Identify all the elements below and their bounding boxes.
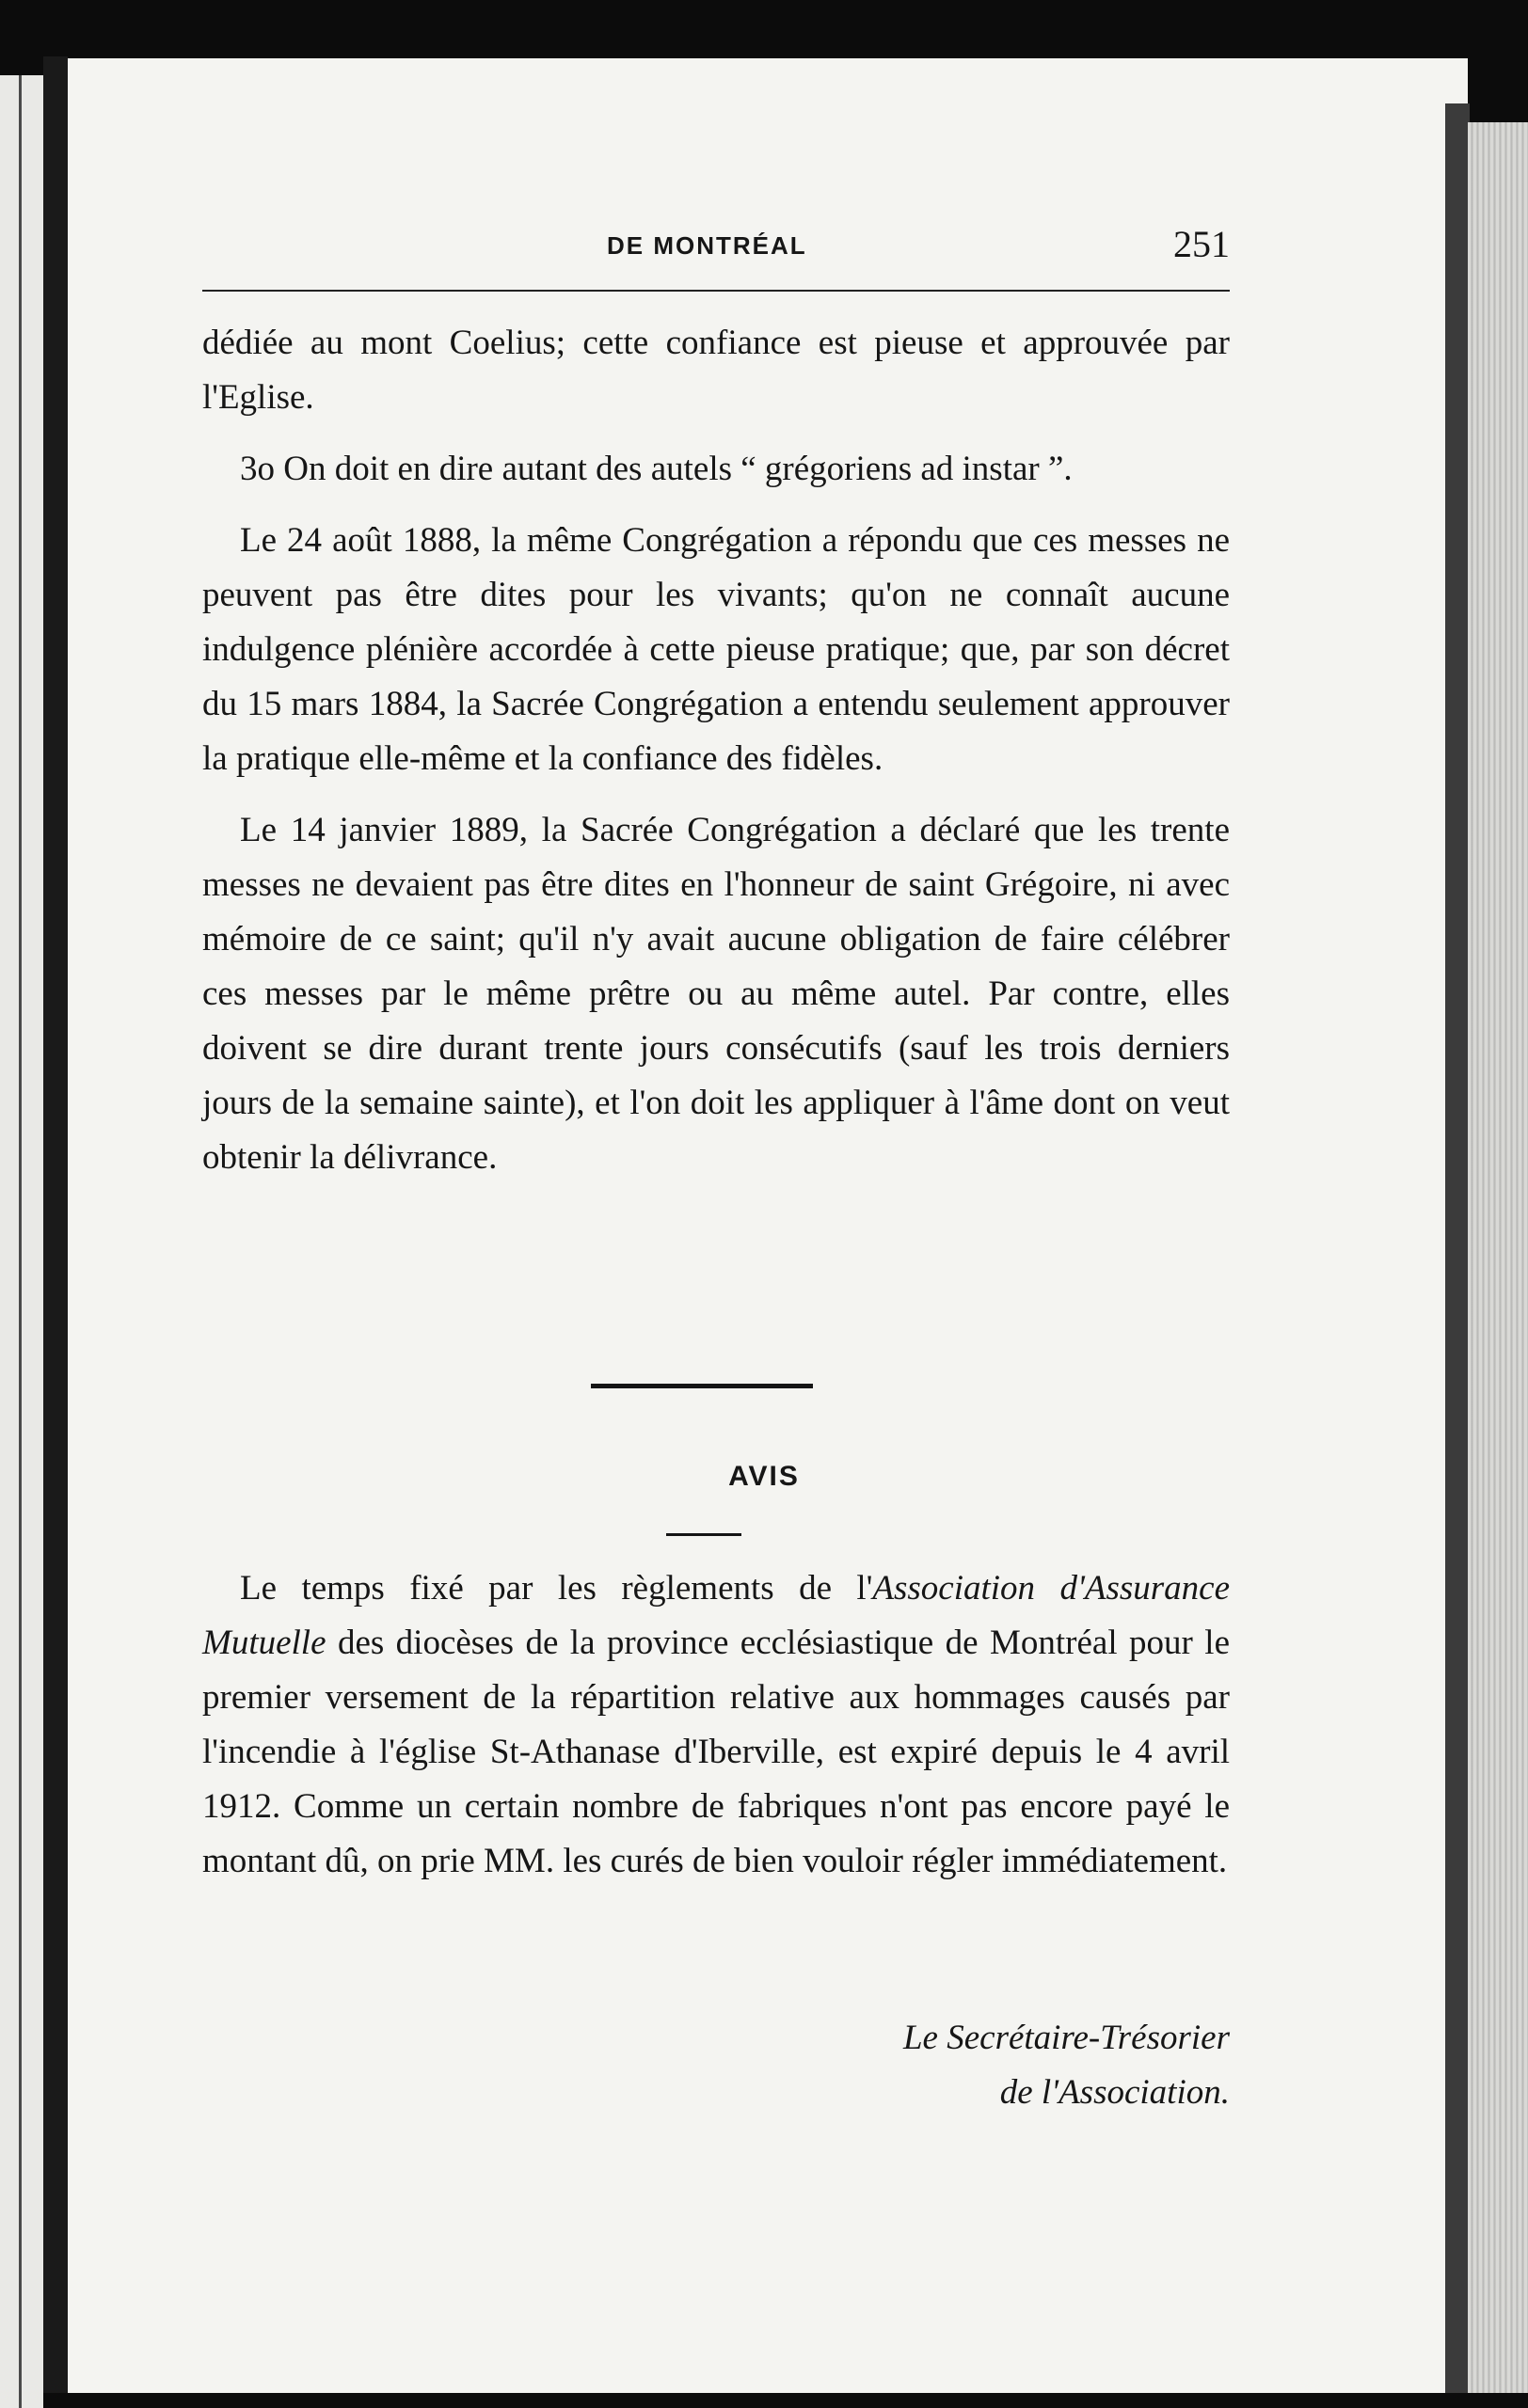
section-divider (591, 1384, 813, 1388)
signature-line-1: Le Secrétaire-Trésorier (902, 2019, 1230, 2057)
page-header (202, 222, 1230, 278)
header-rule (202, 290, 1230, 292)
avis-text-start: Le temps fixé par les règlements de l' (240, 1569, 873, 1608)
avis-text (202, 1561, 1230, 1906)
spine-shadow (43, 56, 68, 2393)
signature (903, 2011, 1230, 2120)
main-text (202, 316, 1230, 1202)
title-underline (666, 1533, 741, 1536)
paragraph: Le 24 août 1888, la même Congrégation a répondu que ces messes ne peuvent pas être dites pour les vivants; qu'on ne connaît aucune indulgence plénière accordée à cette pieuse pratique; que, par son décret du 15 mars 1884, la Sacrée Congrégation a entendu seulement approuver la pratique elle-même et la confiance des fidèles. (202, 521, 1230, 778)
left-page-edge (0, 75, 43, 2408)
page-number: 251 (1173, 223, 1230, 265)
paragraph: dédiée au mont Coelius; cette confiance est pieuse et approuvée par l'Eglise. (202, 324, 1230, 417)
running-head: DE MONTRÉAL (607, 231, 807, 260)
page-edge-shadow (1445, 103, 1470, 2393)
association-name: Association d'Assurance Mutuelle (202, 1569, 1231, 1662)
signature-line-2: de l'Association. (999, 2073, 1230, 2112)
paragraph: 3o On doit en dire autant des autels “ grégoriens ad instar ”. (240, 450, 1073, 488)
page-block-edges (1468, 122, 1528, 2393)
avis-text-end: des diocèses de la province ecclésiastique de Montréal pour le premier versement de la répartition relative aux hommages causés par l'incendie à l'église St-Athanase d'Iberville, est expiré depuis le 4 avril 1912. Comme un certain nombre de fabriques n'ont pas encore payé le montant dû, on prie MM. les curés de bien vouloir régler immédiatement. (202, 1624, 1230, 1880)
section-title: AVIS (728, 1461, 800, 1492)
paragraph: Le 14 janvier 1889, la Sacrée Congrégation a déclaré que les trente messes ne devaient pas être dites en l'honneur de saint Grégoire, ni avec mémoire de ce saint; qu'il n'y avait aucune obligation de faire célébrer ces messes par le même prêtre ou au même autel. Par contre, elles doivent se dire durant trente jours consécutifs (sauf les trois derniers jours de la semaine sainte), et l'on doit les appliquer à l'âme dont on veut obtenir la délivrance. (202, 811, 1230, 1177)
avis-paragraph (202, 1561, 1230, 1889)
